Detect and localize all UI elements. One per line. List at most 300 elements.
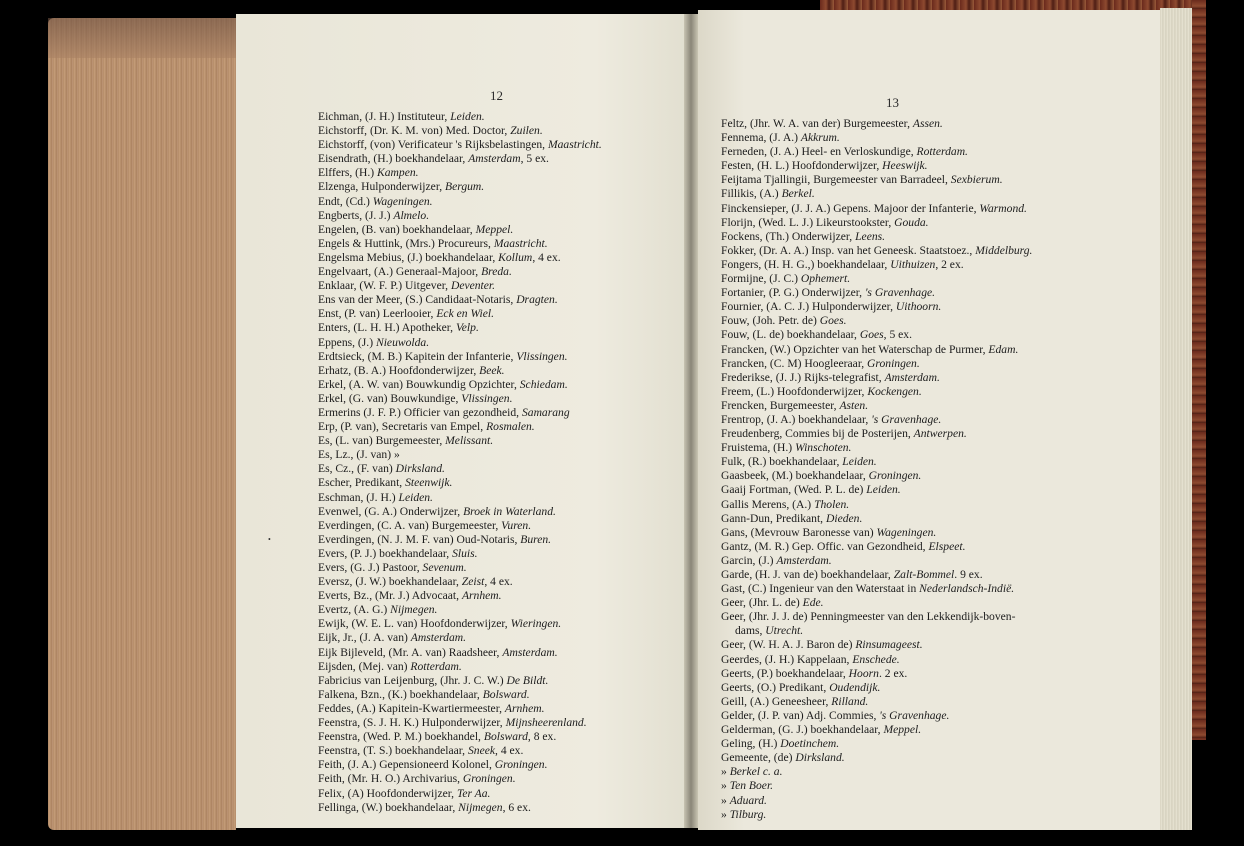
list-item: [721, 568, 1032, 582]
entry-text: Elzenga, Hulponderwijzer,: [318, 180, 446, 194]
list-item: [721, 145, 1032, 159]
entry-place: Vlissingen.: [461, 391, 513, 405]
entry-text: Ferneden, (J. A.) Heel- en Verloskundige,: [721, 145, 917, 159]
entry-text: Erdtsieck, (M. B.) Kapitein der Infanterie,: [318, 349, 517, 363]
entry-place: Buren.: [520, 532, 552, 546]
entry-place: Breda.: [481, 265, 512, 279]
entry-text: Geer, (Jhr. J. J. de) Penningmeester van den Lekkendijk-boven-: [721, 610, 1016, 624]
entry-place: Rosmalen.: [486, 420, 535, 434]
list-item: [318, 716, 602, 730]
entry-text: Frencken, Burgemeester,: [721, 398, 840, 412]
list-item: [721, 779, 1032, 793]
book-edge-left: [48, 18, 236, 830]
entry-place: 's Gravenhage.: [864, 286, 936, 300]
entry-text: Engelsma Mebius, (J.) boekhandelaar,: [318, 250, 499, 264]
entry-place: Groningen.: [868, 469, 922, 483]
entry-text: Feenstra, (S. J. H. K.) Hulponderwijzer,: [318, 716, 506, 730]
right-page-number: 13: [886, 95, 899, 110]
entry-place: Bolsward.: [482, 687, 530, 701]
list-item: [318, 180, 602, 194]
left-page-number: 12: [490, 88, 503, 103]
list-item: [721, 300, 1032, 314]
entry-place: Doetinchem.: [780, 737, 840, 751]
entry-place: Velp.: [455, 321, 479, 335]
list-item: [318, 293, 602, 307]
entry-text: Es, Lz., (J. van) »: [318, 448, 400, 462]
list-item: [318, 321, 602, 335]
entry-place: Akkrum.: [800, 131, 840, 145]
entry-place: Meppel.: [475, 222, 514, 236]
entry-text: Geill, (A.) Geneesheer,: [721, 694, 832, 708]
entry-text: Gann-Dun, Predikant,: [721, 511, 826, 525]
list-item: [318, 378, 602, 392]
list-item: [721, 328, 1032, 342]
entry-text: Engelvaart, (A.) Generaal-Majoor,: [318, 265, 482, 279]
list-item: [721, 159, 1032, 173]
list-item: [318, 547, 602, 561]
entry-text: Eijsden, (Mej. van): [318, 659, 411, 673]
entry-text: »: [721, 765, 730, 779]
entry-text: Eschman, (J. H.): [318, 490, 399, 504]
entry-suffix: , 6 ex.: [502, 800, 531, 814]
entry-text: Gemeente, (de): [721, 751, 796, 765]
entry-text: Erhatz, (B. A.) Hoofdonderwijzer,: [318, 363, 480, 377]
list-item: [318, 307, 602, 321]
entry-text: Fabricius van Leijenburg, (Jhr. J. C. W.): [318, 673, 507, 687]
entry-place: Berkel c. a.: [729, 765, 783, 779]
entry-place: Edam.: [988, 342, 1019, 356]
list-item: [721, 202, 1032, 216]
entry-place: Zuilen.: [510, 124, 543, 138]
list-item: [721, 385, 1032, 399]
entry-text: Fulk, (R.) boekhandelaar,: [721, 455, 843, 469]
list-item: [721, 709, 1032, 723]
list-item: [318, 519, 602, 533]
entry-text: Garcin, (J.): [721, 553, 777, 567]
list-item: [318, 223, 602, 237]
list-item: [318, 533, 602, 547]
entry-text: Finckensieper, (J. J. A.) Gepens. Majoor der Infanterie,: [721, 201, 980, 215]
list-item: [318, 462, 602, 476]
entry-text: Eversz, (J. W.) boekhandelaar,: [318, 575, 462, 589]
list-item: [318, 772, 602, 786]
entry-text: Felix, (A) Hoofdonderwijzer,: [318, 786, 457, 800]
list-item: [721, 794, 1032, 808]
list-item: [318, 364, 602, 378]
entry-text: Feenstra, (T. S.) boekhandelaar,: [318, 744, 468, 758]
list-item: [318, 237, 602, 251]
entry-place: Rilland.: [831, 694, 869, 708]
entry-place: Nieuwolda.: [375, 335, 430, 349]
entry-place: Hoorn: [848, 666, 879, 680]
entry-place: Amsterdam.: [502, 645, 558, 659]
entry-suffix: . 2 ex.: [878, 666, 908, 680]
list-item: [721, 596, 1032, 610]
entry-place: Gouda.: [894, 215, 929, 229]
entry-place: Nederlandsch-Indië.: [919, 582, 1015, 596]
entry-place: Eck en Wiel.: [436, 307, 494, 321]
list-item: [721, 512, 1032, 526]
entry-text: »: [721, 793, 730, 807]
entry-suffix: , 2 ex.: [935, 257, 964, 271]
list-item: [721, 117, 1032, 131]
entry-place: Rinsumageest.: [855, 638, 923, 652]
list-item: [318, 660, 602, 674]
list-item: [318, 138, 602, 152]
list-item: [721, 286, 1032, 300]
list-item: [721, 624, 1032, 638]
entry-place: Dieden.: [825, 511, 863, 525]
list-item: [721, 399, 1032, 413]
list-item: [318, 110, 602, 124]
entry-place: Tilburg.: [729, 807, 767, 821]
entry-place: Ede.: [802, 596, 824, 610]
book-edge-shadow: [48, 18, 236, 58]
list-item: [318, 674, 602, 688]
entry-place: Goes: [859, 328, 884, 342]
entry-place: Kockengen.: [867, 384, 922, 398]
list-item: [318, 603, 602, 617]
entry-text: »: [721, 779, 730, 793]
list-item: [721, 455, 1032, 469]
entry-text: Gallis Merens, (A.): [721, 497, 815, 511]
entry-suffix: , 4 ex.: [484, 575, 513, 589]
entry-text: Engels & Huttink, (Mrs.) Procureurs,: [318, 236, 494, 250]
list-item: [318, 251, 602, 265]
entry-text: Erp, (P. van), Secretaris van Empel,: [318, 420, 487, 434]
entry-text: Eichman, (J. H.) Instituteur,: [318, 110, 451, 123]
entry-place: Wageningen.: [876, 525, 937, 539]
entry-place: Wieringen.: [510, 617, 562, 631]
entry-place: 's Gravenhage.: [871, 412, 942, 426]
entry-text: Erkel, (A. W. van) Bouwkundig Opzichter,: [318, 377, 520, 391]
entry-place: Arnhem.: [461, 589, 502, 603]
entry-text: Fongers, (H. H. G.,) boekhandelaar,: [721, 257, 891, 271]
entry-place: Rotterdam.: [916, 145, 968, 159]
entry-text: Eijk, Jr., (J. A. van): [318, 631, 411, 645]
list-item: [721, 667, 1032, 681]
entry-place: Samarang: [521, 405, 570, 419]
entry-text: Fournier, (A. C. J.) Hulponderwijzer,: [721, 300, 896, 314]
entry-text: Gelder, (J. P. van) Adj. Commies,: [721, 708, 880, 722]
entry-text: Enklaar, (W. F. P.) Uitgever,: [318, 279, 451, 293]
list-item: [721, 314, 1032, 328]
entry-place: Winschoten.: [795, 441, 852, 455]
entry-place: Wageningen.: [372, 194, 433, 208]
entry-place: Elspeet.: [928, 539, 966, 553]
list-item: [721, 695, 1032, 709]
entry-place: Vuren.: [501, 518, 532, 532]
entry-text: Enters, (L. H. H.) Apotheker,: [318, 321, 456, 335]
entry-text: Enst, (P. van) Leerlooier,: [318, 307, 437, 321]
list-item: [721, 413, 1032, 427]
entry-suffix: , 5 ex.: [520, 152, 549, 166]
list-item: [721, 469, 1032, 483]
list-item: [318, 730, 602, 744]
entry-place: Kampen.: [377, 166, 419, 180]
entry-place: Leiden.: [398, 490, 433, 504]
list-item: [318, 265, 602, 279]
entry-place: Utrecht.: [765, 624, 804, 638]
entry-text: Fokker, (Dr. A. A.) Insp. van het Geneesk. Staatstoez.,: [721, 243, 976, 257]
list-item: [721, 230, 1032, 244]
entry-text: Everts, Bz., (Mr. J.) Advocaat,: [318, 589, 462, 603]
entry-text: Evers, (P. J.) boekhandelaar,: [318, 546, 453, 560]
list-item: [318, 350, 602, 364]
entry-place: Schiedam.: [519, 377, 568, 391]
list-item: [318, 476, 602, 490]
entry-place: Oudendijk.: [829, 680, 881, 694]
list-item: [318, 505, 602, 519]
entry-place: Ter Aa.: [456, 786, 491, 800]
list-item: [721, 272, 1032, 286]
entry-text: Feijtama Tjallingii, Burgemeester van Barradeel,: [721, 173, 951, 187]
entry-text: Feddes, (A.) Kapitein-Kwartiermeester,: [318, 701, 505, 715]
entry-text: Eisendrath, (H.) boekhandelaar,: [318, 152, 469, 166]
entry-text: Geling, (H.): [721, 737, 781, 751]
list-item: [721, 173, 1032, 187]
right-page-entries: [721, 117, 1032, 822]
entry-text: Evers, (G. J.) Pastoor,: [318, 561, 423, 574]
entry-text: Elffers, (H.): [318, 166, 378, 180]
list-item: [318, 646, 602, 660]
entry-place: Groningen.: [494, 758, 548, 772]
entry-place: Vlissingen.: [516, 349, 568, 363]
entry-place: Berkel.: [781, 187, 815, 201]
list-item: [721, 371, 1032, 385]
entry-place: Maastricht.: [547, 138, 602, 152]
entry-text: Erkel, (G. van) Bouwkundige,: [318, 391, 462, 405]
list-item: [318, 448, 602, 462]
entry-place: Nijmegen.: [390, 603, 438, 617]
entry-place: Goes.: [819, 314, 847, 328]
page-dot-mark: •: [268, 535, 271, 544]
entry-text: Ewijk, (W. E. L. van) Hoofdonderwijzer,: [318, 617, 511, 631]
entry-text: Fouw, (L. de) boekhandelaar,: [721, 328, 860, 342]
entry-place: Uithoorn.: [895, 300, 942, 314]
list-item: [318, 801, 602, 815]
entry-text: Geerdes, (J. H.) Kappelaan,: [721, 652, 853, 666]
entry-suffix: , 4 ex.: [532, 250, 561, 264]
entry-place: Middelburg.: [975, 243, 1033, 257]
entry-place: Broek in Waterland.: [463, 504, 556, 518]
entry-place: Rotterdam.: [410, 659, 462, 673]
list-item: [318, 589, 602, 603]
entry-place: Arnhem.: [504, 701, 545, 715]
entry-place: Sevenum.: [422, 561, 467, 574]
entry-text: Fouw, (Joh. Petr. de): [721, 314, 820, 328]
list-item: [318, 420, 602, 434]
list-item: [318, 617, 602, 631]
entry-text: »: [721, 807, 730, 821]
entry-place: Assen.: [912, 117, 943, 130]
entry-place: Ophemert.: [800, 272, 851, 286]
entry-place: De Bildt.: [506, 673, 549, 687]
list-item: [721, 258, 1032, 272]
entry-text: Florijn, (Wed. L. J.) Likeurstookster,: [721, 215, 895, 229]
entry-place: Tholen.: [814, 497, 850, 511]
book-gutter: [684, 14, 698, 828]
entry-text: Eppens, (J.): [318, 335, 376, 349]
entry-text: Geer, (W. H. A. J. Baron de): [721, 638, 856, 652]
list-item: [318, 279, 602, 293]
entry-suffix: , 8 ex.: [527, 730, 557, 744]
entry-place: Uithuizen: [890, 257, 936, 271]
entry-text: Everdingen, (N. J. M. F. van) Oud-Notaris,: [318, 532, 521, 546]
list-item: [318, 195, 602, 209]
entry-text: Garde, (H. J. van de) boekhandelaar,: [721, 568, 894, 581]
entry-text: Escher, Predikant,: [318, 476, 406, 490]
list-item: [721, 610, 1032, 624]
list-item: [721, 582, 1032, 596]
entry-place: Warmond.: [979, 201, 1027, 215]
list-item: [318, 758, 602, 772]
list-item: [318, 124, 602, 138]
entry-place: Zalt-Bommel: [893, 568, 955, 581]
entry-place: Leiden.: [450, 110, 485, 123]
entry-text: Es, Cz., (F. van): [318, 462, 396, 476]
entry-text: Everdingen, (C. A. van) Burgemeester,: [318, 518, 502, 532]
entry-place: Groningen.: [462, 772, 516, 786]
entry-text: Freem, (L.) Hoofdonderwijzer,: [721, 384, 868, 398]
entry-text: Fruistema, (H.): [721, 441, 796, 455]
entry-place: Dragten.: [516, 293, 558, 307]
entry-place: Asten.: [839, 398, 869, 412]
list-item: [318, 575, 602, 589]
entry-text: Feith, (J. A.) Gepensioneerd Kolonel,: [318, 758, 495, 772]
list-item: [721, 343, 1032, 357]
left-page-entries: [318, 110, 602, 815]
list-item: [721, 427, 1032, 441]
entry-place: Beek.: [479, 363, 505, 377]
entry-place: Sneek: [467, 744, 496, 758]
list-item: [318, 166, 602, 180]
entry-text: Frentrop, (J. A.) boekhandelaar,: [721, 412, 872, 426]
list-item: [318, 434, 602, 448]
list-item: [318, 406, 602, 420]
list-item: [318, 787, 602, 801]
entry-place: Almelo.: [393, 208, 430, 222]
list-item: [721, 483, 1032, 497]
entry-place: Amsterdam.: [776, 553, 832, 567]
entry-suffix: , 5 ex.: [883, 328, 912, 342]
entry-suffix: . 9 ex.: [954, 568, 983, 581]
list-item: [318, 702, 602, 716]
entry-place: 's Gravenhage.: [879, 708, 950, 722]
entry-text: Fortanier, (P. G.) Onderwijzer,: [721, 286, 865, 300]
book-edge-right: [1160, 8, 1192, 830]
entry-text: Gans, (Mevrouw Baronesse van): [721, 525, 877, 539]
entry-place: Sluis.: [452, 546, 478, 560]
list-item: [721, 554, 1032, 568]
entry-text: Ens van der Meer, (S.) Candidaat-Notaris,: [318, 293, 517, 307]
entry-place: Steenwijk.: [405, 476, 453, 490]
entry-place: Ten Boer.: [729, 779, 774, 793]
entry-place: Leiden.: [866, 483, 901, 497]
entry-text: Ermerins (J. F. P.) Officier van gezondheid,: [318, 405, 522, 419]
entry-text: Geerts, (P.) boekhandelaar,: [721, 666, 849, 680]
list-item: [318, 336, 602, 350]
entry-place: Amsterdam.: [410, 631, 467, 645]
entry-text: dams,: [735, 624, 766, 638]
entry-place: Aduard.: [729, 793, 767, 807]
list-item: [721, 357, 1032, 371]
entry-text: Feenstra, (Wed. P. M.) boekhandel,: [318, 730, 484, 744]
entry-text: Frederikse, (J. J.) Rijks-telegrafist,: [721, 370, 885, 384]
entry-text: Fellinga, (W.) boekhandelaar,: [318, 800, 459, 814]
entry-place: Kollum: [498, 250, 533, 264]
list-item: [721, 131, 1032, 145]
list-item: [721, 244, 1032, 258]
entry-text: Evertz, (A. G.): [318, 603, 391, 617]
entry-text: Engberts, (J. J.): [318, 208, 394, 222]
entry-place: Dirksland.: [795, 751, 845, 765]
list-item: [721, 187, 1032, 201]
entry-place: Antwerpen.: [913, 427, 967, 441]
entry-text: Es, (L. van) Burgemeester,: [318, 434, 446, 448]
entry-place: Dirksland.: [395, 462, 445, 476]
entry-text: Eichstorff, (von) Verificateur 's Rijksbelastingen,: [318, 138, 548, 152]
list-item: [318, 688, 602, 702]
entry-place: Heeswijk.: [882, 159, 928, 173]
list-item: [318, 744, 602, 758]
entry-text: Gast, (C.) Ingenieur van den Waterstaat in: [721, 582, 920, 596]
list-item: [721, 526, 1032, 540]
entry-place: Mijnsheerenland.: [505, 716, 587, 730]
entry-text: Gaaij Fortman, (Wed. P. L. de): [721, 483, 867, 497]
entry-text: Fillikis, (A.): [721, 187, 782, 201]
list-item: [721, 808, 1032, 822]
entry-place: Amsterdam: [468, 152, 521, 166]
entry-text: Feltz, (Jhr. W. A. van der) Burgemeester,: [721, 117, 913, 130]
book-cover-right: [1192, 0, 1206, 740]
list-item: [721, 751, 1032, 765]
entry-suffix: , 4 ex.: [495, 744, 524, 758]
entry-text: Freudenberg, Commies bij de Posterijen,: [721, 427, 914, 441]
entry-text: Endt, (Cd.): [318, 194, 373, 208]
list-item: [721, 540, 1032, 554]
entry-text: Fennema, (J. A.): [721, 131, 801, 145]
entry-place: Amsterdam.: [884, 370, 940, 384]
entry-text: Geerts, (O.) Predikant,: [721, 680, 830, 694]
list-item: [721, 216, 1032, 230]
entry-place: Deventer.: [450, 279, 496, 293]
entry-text: Geer, (Jhr. L. de): [721, 596, 803, 610]
entry-place: Maastricht.: [493, 236, 548, 250]
entry-place: Meppel.: [883, 723, 922, 737]
entry-text: Eijk Bijleveld, (Mr. A. van) Raadsheer,: [318, 645, 503, 659]
entry-text: Festen, (H. L.) Hoofdonderwijzer,: [721, 159, 883, 173]
list-item: [721, 737, 1032, 751]
entry-text: Feith, (Mr. H. O.) Archivarius,: [318, 772, 463, 786]
entry-text: Evenwel, (G. A.) Onderwijzer,: [318, 504, 464, 518]
entry-place: Leiden.: [842, 455, 877, 469]
entry-place: Sexbierum.: [950, 173, 1003, 187]
entry-text: Engelen, (B. van) boekhandelaar,: [318, 222, 476, 236]
entry-text: Francken, (W.) Opzichter van het Waterschap de Purmer,: [721, 342, 989, 356]
entry-place: Bolsward: [483, 730, 528, 744]
entry-text: Fockens, (Th.) Onderwijzer,: [721, 229, 856, 243]
entry-place: Leens.: [855, 229, 886, 243]
list-item: [721, 653, 1032, 667]
entry-text: Formijne, (J. C.): [721, 272, 801, 286]
list-item: [318, 209, 602, 223]
list-item: [318, 392, 602, 406]
list-item: [721, 441, 1032, 455]
list-item: [318, 561, 602, 575]
entry-text: Eichstorff, (Dr. K. M. von) Med. Doctor,: [318, 124, 511, 138]
list-item: [318, 491, 602, 505]
